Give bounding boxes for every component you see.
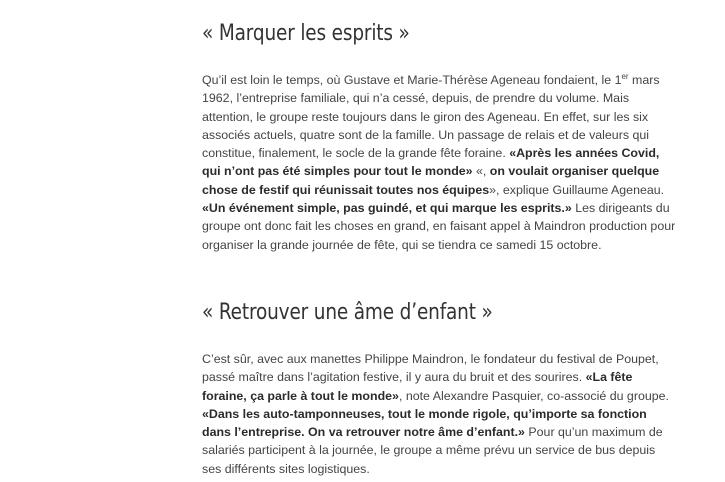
quote-bold: «La fête foraine, ça parle à tout le monde» xyxy=(202,370,633,403)
article-body xyxy=(202,18,676,478)
text-run: Pour qu’un maximum de salariés participent à la journée, le groupe a même prévu un service de bus depuis ses différents sites logistiques. xyxy=(202,425,663,476)
quote-bold: on voulait organiser quelque chose de festif qui réunissait toutes nos équipes xyxy=(202,164,660,197)
text-run: Qu’il est loin le temps, où Gustave et Marie-Thérèse Ageneau fondaient, le 1 xyxy=(202,73,622,87)
text-run: », explique Guillaume Ageneau. xyxy=(489,182,665,197)
text-run: mars 1962, l’entreprise familiale, qui n’a cessé, depuis, de prendre du volume. Mais attention, le groupe reste toujours dans le giron des Ageneau. En effet, sur les six associés actuels, quatre sont de la famille. Un passage de relais et de valeurs qui constitue, finalement, le socle de la grande fête foraine. xyxy=(202,73,660,161)
quote-bold: «Un événement simple, pas guindé, et qui marque les esprits.» xyxy=(202,201,572,216)
ordinal-superscript: er xyxy=(621,72,629,81)
text-run: «, xyxy=(472,164,490,179)
text-run: Les dirigeants du groupe ont donc fait les choses en grand, en faisant appel à Maindron production pour organiser la grande journée de fête, qui se tiendra ce samedi 15 octobre. xyxy=(202,201,676,252)
quote-bold: «Dans les auto-tamponneuses, tout le monde rigole, qu’importe sa fonction dans l’entreprise. On va retrouver notre âme d’enfant.» xyxy=(202,406,647,440)
section-heading: « Marquer les esprits » xyxy=(202,21,410,46)
text-run: C’est sûr, avec aux manettes Philippe Maindron, le fondateur du festival de Poupet, passé maître dans l’agitation festive, il y aura du bruit et des sourires. xyxy=(202,351,659,385)
paragraph xyxy=(202,350,676,478)
section-heading: « Retrouver une âme d’enfant » xyxy=(202,299,493,325)
quote-bold: «Après les années Covid, qui n’ont pas été simples pour tout le monde» xyxy=(202,146,660,179)
text-run: , note Alexandre Pasquier, co-associé du groupe. xyxy=(398,388,669,403)
paragraph xyxy=(202,71,676,254)
